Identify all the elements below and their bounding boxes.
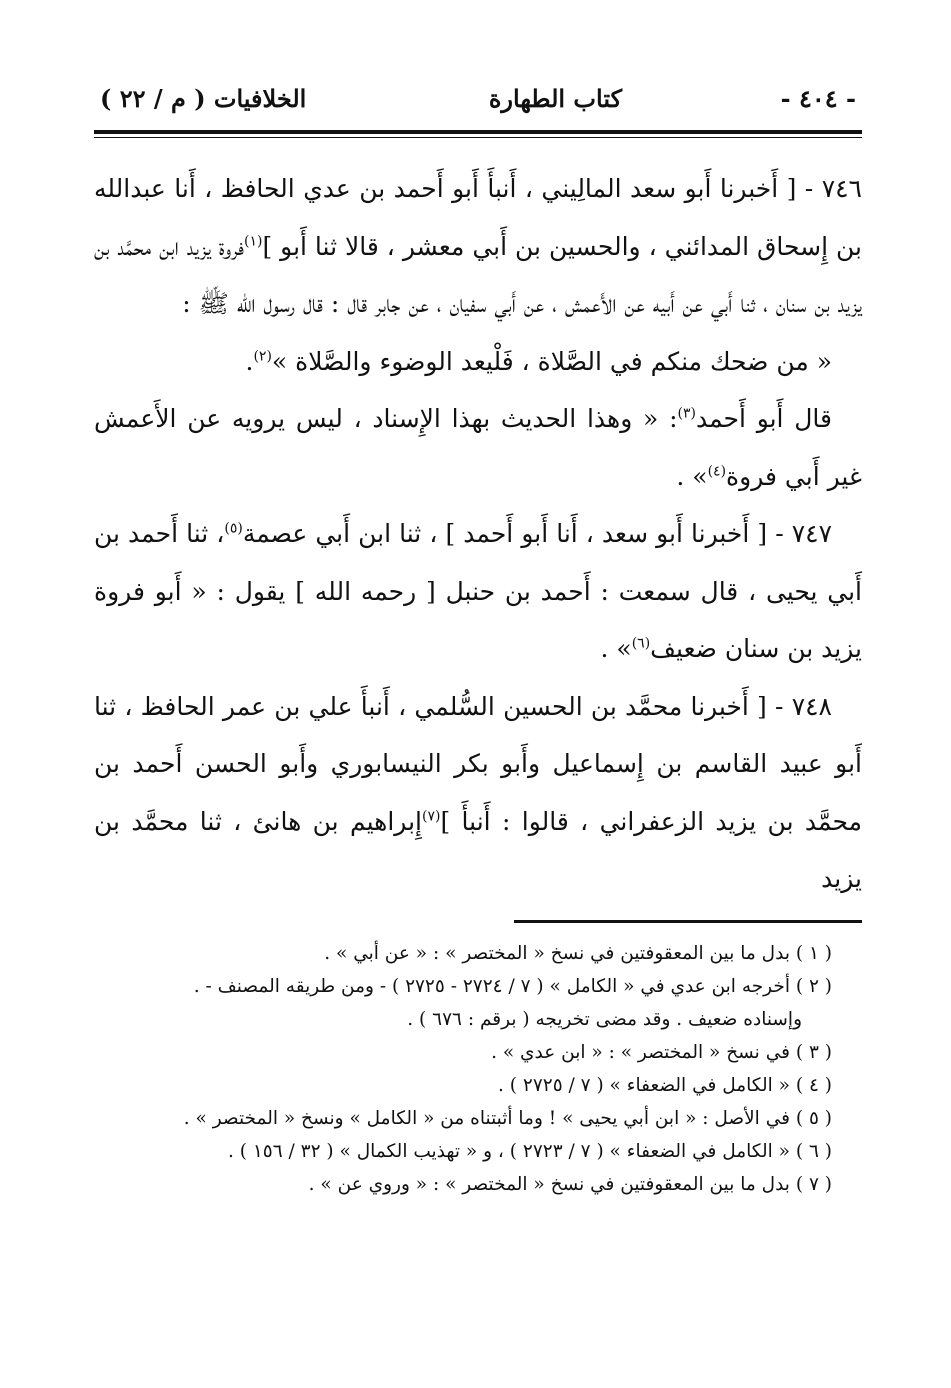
- hadith-747: [94, 505, 862, 678]
- text-run: ٧٤٨ - [ أَخبرنا محمَّد بن الحسين السُّلمي ، أَنبأَ علي بن عمر الحافظ ، ثنا أَبو عبيد القاسم بن إِسماعيل وأَبو بكر النيسابوري وأَبو الحسن أَحمد بن محمَّد بن يزيد الزعفراني ، قالوا : أَنبأَ ]: [94, 691, 862, 836]
- text-run: ٧٤٧ - [ أَخبرنا أَبو سعد ، أَنا أَبو أَحمد ] ، ثنا ابن أَبي عصمة: [242, 519, 833, 548]
- text-run: « من ضحك منكم في الصَّلاة ، فَلْيعد الوضوء والصَّلاة »: [271, 346, 832, 376]
- main-text: [94, 160, 862, 908]
- footnote-ref: (٣): [677, 405, 696, 422]
- footnotes: [94, 937, 862, 1201]
- footnote-2-cont: وإسناده ضعيف . وقد مضى تخريجه ( برقم : ٦٧٦ ) .: [407, 1008, 802, 1030]
- text-run: » .: [600, 634, 632, 663]
- footnote-ref: (٥): [224, 520, 243, 537]
- book-page: [94, 78, 862, 1298]
- running-header: [94, 78, 862, 120]
- footnote-4: ( ٤ ) « الكامل في الضعفاء » ( ٧ / ٢٧٢٥ ) .: [498, 1074, 832, 1096]
- footnote-1: ( ١ ) بدل ما بين المعقوفتين في نسخ « المختصر » : « عن أبي » .: [324, 942, 832, 964]
- text-run: قال أَبو أَحمد: [695, 404, 832, 433]
- header-rule-thin: [94, 137, 862, 138]
- footnote-separator: [514, 920, 862, 923]
- footnote-ref: (٤): [707, 463, 727, 480]
- hadith-748: [94, 678, 862, 908]
- footnote-3: ( ٣ ) في نسخ « المختصر » : « ابن عدي » .: [491, 1041, 832, 1063]
- footnote-ref: (٧): [421, 808, 441, 825]
- text-run: : « وهذا الحديث بهذا الإِسناد ، ليس يرويه عن الأَعمش غير أَبي فروة: [94, 404, 862, 491]
- text-run: .: [245, 346, 254, 376]
- footnote-5: ( ٥ ) في الأصل : « ابن أبي يحيى » ! وما أثبتناه من « الكامل » ونسخ « المختصر » .: [183, 1107, 832, 1129]
- footnote-2: ( ٢ ) أخرجه ابن عدي في « الكامل » ( ٧ / ٢٧٢٤ - ٢٧٢٥ ) - ومن طريقه المصنف - .: [193, 975, 832, 997]
- text-run: فروة يزيد ابن محمَّد بن يزيد بن سنان ، ثنا أَبي عن أَبيه عن الأَعمش ، عن أَبي سفيان ، عن جابر قال : قال رسول الله ﷺ :: [94, 231, 862, 318]
- text-run: ٧٤٦ - [ أَخبرنا أَبو سعد المالِيني ، أَنبأَ أَبو أَحمد بن عدي الحافظ ، أَنا عبدالله بن إِسحاق المدائني ، والحسين بن أَبي معشر ، قالا ثنا أَبو ]: [94, 174, 862, 261]
- text-run: إِبراهيم بن هانئ ، ثنا محمَّد بن يزيد: [94, 806, 862, 893]
- text-run: ، ثنا أَحمد بن أَبي يحيى ، قال سمعت : أَحمد بن حنبل [ رحمه الله ] يقول : « أَبو فروة يزيد بن سنان ضعيف: [94, 519, 862, 663]
- page-number: - ٤٠٤ -: [780, 84, 856, 113]
- volume-label: الخلافيات ( م / ٢٢ ): [100, 84, 307, 113]
- footnote-ref: (٢): [253, 348, 272, 365]
- commentary: [94, 390, 862, 505]
- footnote-7: ( ٧ ) بدل ما بين المعقوفتين في نسخ « المختصر » : « وروي عن » .: [308, 1173, 832, 1195]
- text-run: » .: [676, 461, 708, 491]
- book-title: كتاب الطهارة: [488, 84, 622, 113]
- footnote-ref: (٦): [631, 635, 651, 652]
- header-rule-thick: [94, 130, 862, 134]
- footnote-ref: (١): [243, 233, 263, 250]
- hadith-746: [94, 160, 862, 333]
- hadith-quote: [94, 333, 862, 391]
- footnote-6: ( ٦ ) « الكامل في الضعفاء » ( ٧ / ٢٧٢٣ ) ، و « تهذيب الكمال » ( ٣٢ / ١٥٦ ) .: [227, 1140, 832, 1162]
